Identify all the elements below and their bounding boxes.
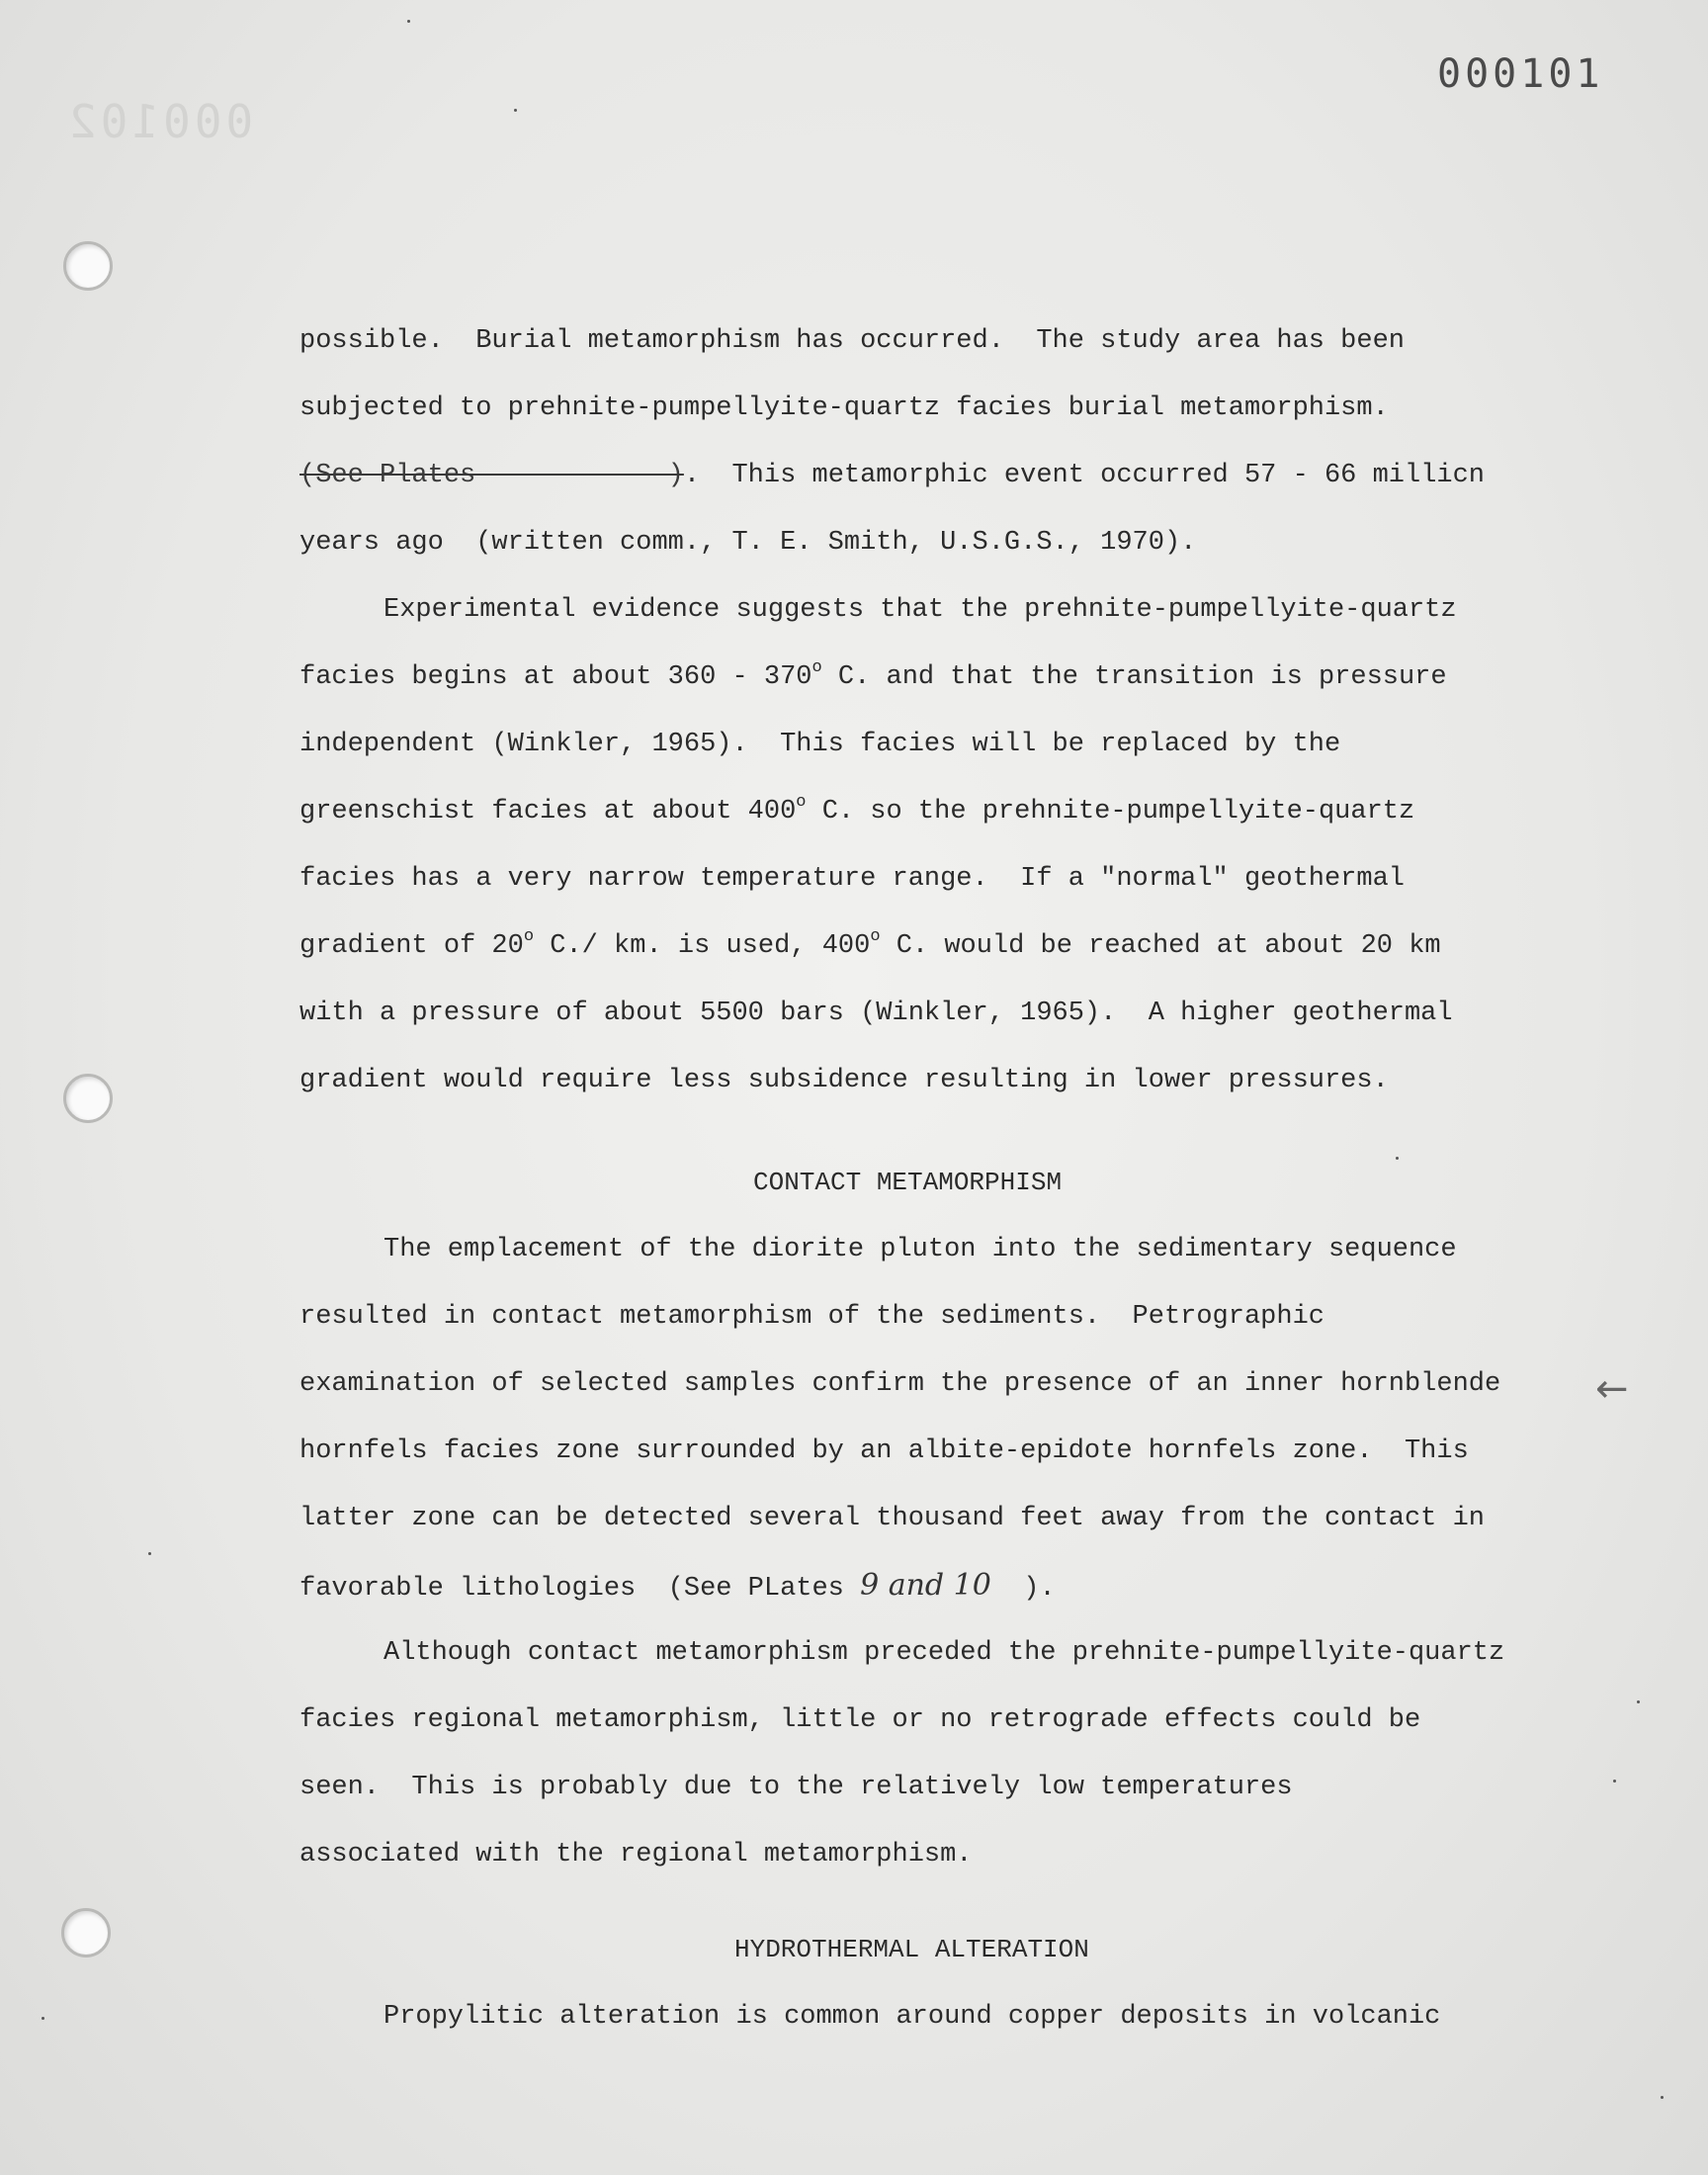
text-line: with a pressure of about 5500 bars (Winkler, 1965). A higher geothermal <box>299 999 1453 1028</box>
scan-speck <box>1396 1157 1399 1160</box>
text-span: greenschist facies at about 400 <box>299 797 797 826</box>
text-line: Although contact metamorphism preceded the prehnite-pumpellyite-quartz <box>384 1638 1505 1668</box>
text-span: C./ km. is used, 400 <box>534 931 871 961</box>
degree-sign: o <box>870 927 881 946</box>
text-line: examination of selected samples confirm the presence of an inner hornblende <box>299 1369 1501 1399</box>
scan-speck <box>407 20 410 23</box>
text-line: hornfels facies zone surrounded by an albite-epidote hornfels zone. This <box>299 1436 1469 1466</box>
text-span: . This metamorphic event occurred 57 - 66 millicn <box>683 461 1486 490</box>
struck-text: (See Plates ) <box>299 461 684 490</box>
text-line <box>299 659 1447 695</box>
margin-arrow-icon: ← <box>1595 1366 1629 1412</box>
text-line: associated with the regional metamorphism. <box>299 1840 973 1870</box>
text-line: subjected to prehnite-pumpellyite-quartz facies burial metamorphism. <box>299 393 1389 423</box>
text-line: The emplacement of the diorite pluton into the sedimentary sequence <box>384 1235 1457 1264</box>
scan-speck <box>1613 1780 1616 1783</box>
scan-speck <box>148 1552 151 1555</box>
punch-hole <box>63 1074 113 1123</box>
section-heading: CONTACT METAMORPHISM <box>753 1168 1063 1197</box>
text-span: C. would be reached at about 20 km <box>880 931 1441 961</box>
text-line: facies has a very narrow temperature range. If a "normal" geothermal <box>299 864 1405 894</box>
text-line: years ago (written comm., T. E. Smith, U.S.G.S., 1970). <box>299 528 1197 558</box>
text-line: Experimental evidence suggests that the prehnite-pumpellyite-quartz <box>384 595 1457 625</box>
handwritten-note: 9 and 10 <box>860 1568 991 1603</box>
punch-hole <box>61 1908 111 1958</box>
text-span: favorable lithologies (See PLates <box>299 1574 861 1604</box>
text-line: possible. Burial metamorphism has occurred. The study area has been <box>299 326 1405 356</box>
text-line: latter zone can be detected several thousand feet away from the contact in <box>299 1504 1485 1533</box>
degree-sign: o <box>796 793 807 812</box>
text-line: Propylitic alteration is common around copper deposits in volcanic <box>384 2002 1441 2032</box>
text-span: C. and that the transition is pressure <box>821 662 1447 692</box>
text-span: facies begins at about 360 - 370 <box>299 662 812 692</box>
text-line: resulted in contact metamorphism of the sediments. Petrographic <box>299 1302 1324 1332</box>
text-line: independent (Winkler, 1965). This facies will be replaced by the <box>299 730 1341 759</box>
text-span: gradient of 20 <box>299 931 524 961</box>
scan-speck <box>514 109 517 112</box>
scan-speck <box>1661 2096 1664 2099</box>
degree-sign: o <box>523 927 535 946</box>
degree-sign: o <box>811 658 822 677</box>
punch-hole <box>63 241 113 291</box>
text-span: C. so the prehnite-pumpellyite-quartz <box>806 797 1415 826</box>
text-line <box>299 1568 1056 1607</box>
text-span: ). <box>990 1574 1056 1604</box>
text-line <box>299 928 1441 964</box>
text-line: seen. This is probably due to the relatively low temperatures <box>299 1773 1293 1802</box>
section-heading: HYDROTHERMAL ALTERATION <box>734 1935 1089 1964</box>
scan-speck <box>42 2017 44 2020</box>
scan-speck <box>1637 1700 1640 1703</box>
text-line <box>299 794 1414 829</box>
text-line: gradient would require less subsidence resulting in lower pressures. <box>299 1066 1389 1095</box>
page-number: 000101 <box>1437 51 1604 97</box>
text-line <box>299 458 1485 493</box>
ghost-page-number: 000102 <box>65 95 254 148</box>
text-line: facies regional metamorphism, little or no retrograde effects could be <box>299 1705 1421 1735</box>
